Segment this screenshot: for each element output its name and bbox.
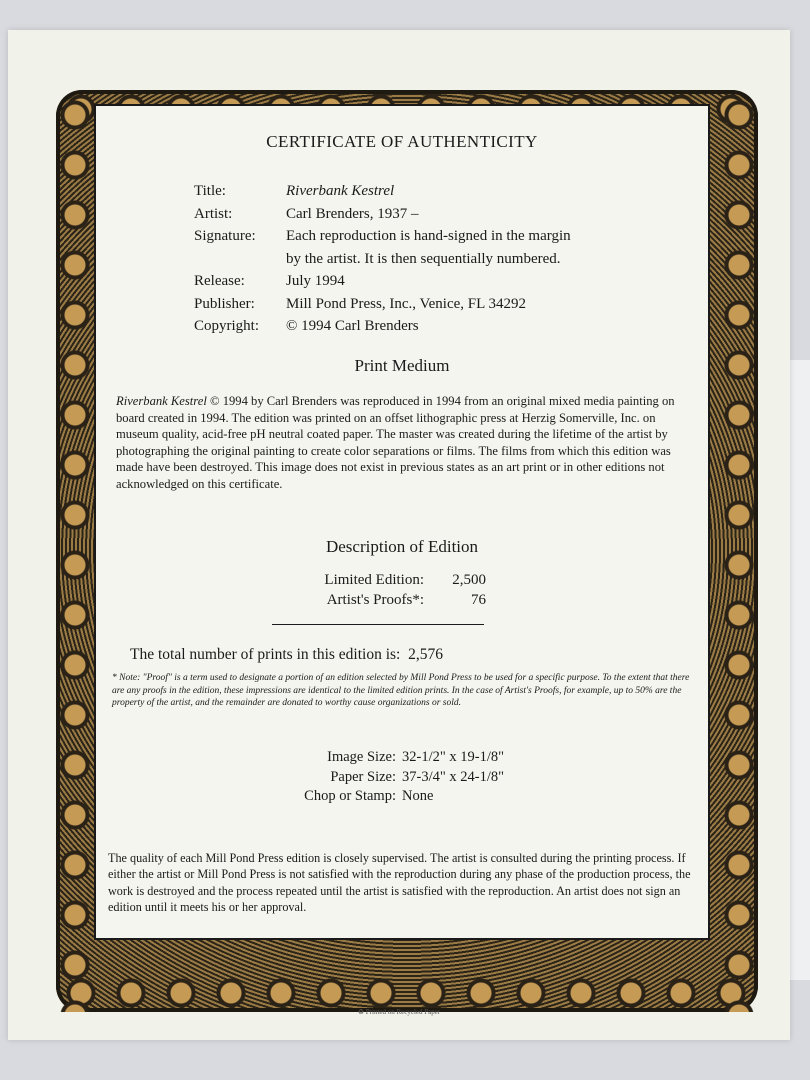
size-label: Image Size: — [327, 749, 396, 765]
size-row — [276, 748, 504, 768]
info-table — [194, 180, 636, 338]
edition-table — [306, 570, 486, 610]
edition-value: 2,500 — [452, 572, 486, 588]
info-row — [194, 248, 636, 271]
info-value: Riverbank Kestrel — [286, 183, 395, 199]
border-scallops-bottom — [56, 978, 758, 1008]
print-medium-heading: Print Medium — [354, 356, 450, 375]
border-scallops-left — [60, 90, 90, 1012]
info-value: by the artist. It is then sequentially numbered. — [286, 250, 561, 267]
size-table — [276, 748, 504, 807]
info-label: Title: — [194, 183, 226, 199]
edition-total — [130, 646, 443, 664]
print-medium-text: © 1994 by Carl Brenders was reproduced in 1994 from an original mixed media painting on board created in 1994. The edition was printed on an offset lithographic press at Herzig Somerville, Inc. on museum quality, acid-free pH neutral coated paper. The master was created during the lifetime of the artist by photographing the original painting to create color separations or films. The films from which this edition was made have been destroyed. This image does not exist in previous states as an art print or in other editions not acknowledged on this certificate. — [116, 394, 675, 491]
edition-label: Limited Edition: — [324, 572, 424, 588]
info-value: Each reproduction is hand-signed in the margin — [286, 228, 571, 244]
info-row — [194, 315, 636, 338]
info-value: Carl Brenders, 1937 – — [286, 205, 419, 222]
edition-label: Artist's Proofs*: — [326, 592, 424, 608]
info-value: © 1994 Carl Brenders — [286, 318, 419, 334]
edition-value: 76 — [471, 592, 486, 608]
size-row — [276, 787, 504, 807]
size-value: None — [402, 788, 434, 804]
edition-rule — [272, 624, 484, 625]
size-row — [276, 768, 504, 788]
info-row — [194, 293, 636, 316]
info-label: Release: — [194, 273, 245, 289]
certificate-body — [94, 104, 710, 940]
info-label: Copyright: — [194, 318, 260, 334]
info-value: July 1994 — [286, 273, 345, 289]
size-value: 37-3/4" x 24-1/8" — [402, 768, 505, 785]
recycled-note: ♻ Printed on Recycled Paper — [357, 1008, 441, 1016]
info-row — [194, 225, 636, 248]
size-label: Paper Size: — [330, 768, 396, 785]
total-label: The total number of prints in this edition is: — [130, 646, 401, 663]
border-scallops-right — [724, 90, 754, 1012]
total-value: 2,576 — [408, 646, 443, 663]
info-row — [194, 270, 636, 293]
info-label: Artist: — [194, 205, 233, 222]
edition-heading: Description of Edition — [325, 537, 479, 556]
quality-paragraph: The quality of each Mill Pond Press edition is closely supervised. The artist is consulted during the printing process. If either the artist or Mill Pond Press is not satisfied with the reproduction during any phase of the production process, the work is destroyed and the process repeated until the artist is satisfied with the reproduction. An artist does not sign an edition until it meets his or her approval. — [108, 851, 691, 915]
info-label: Signature: — [194, 228, 256, 244]
size-value: 32-1/2" x 19-1/8" — [402, 749, 505, 765]
info-value: Mill Pond Press, Inc., Venice, FL 34292 — [286, 295, 526, 312]
size-label: Chop or Stamp: — [304, 788, 396, 804]
info-label — [194, 248, 286, 271]
proof-note: * Note: "Proof" is a term used to designate a portion of an edition selected by Mill Pond Press to be used for a specific purpose. To the extent that there are any proofs in the edition, these impressions are identical to the limited edition prints. In the case of Artist's Proofs, for example, up to 50% are the property of the artist, and the remainder are donated to worthy cause organizations or sold. — [112, 673, 690, 708]
info-row — [194, 180, 636, 203]
certificate-title: CERTIFICATE OF AUTHENTICITY — [266, 132, 538, 151]
edition-row — [306, 570, 486, 590]
edition-row — [306, 590, 486, 610]
print-medium-paragraph — [116, 393, 676, 493]
info-row — [194, 203, 636, 226]
print-medium-title: Riverbank Kestrel — [116, 394, 207, 408]
info-label: Publisher: — [194, 295, 255, 312]
